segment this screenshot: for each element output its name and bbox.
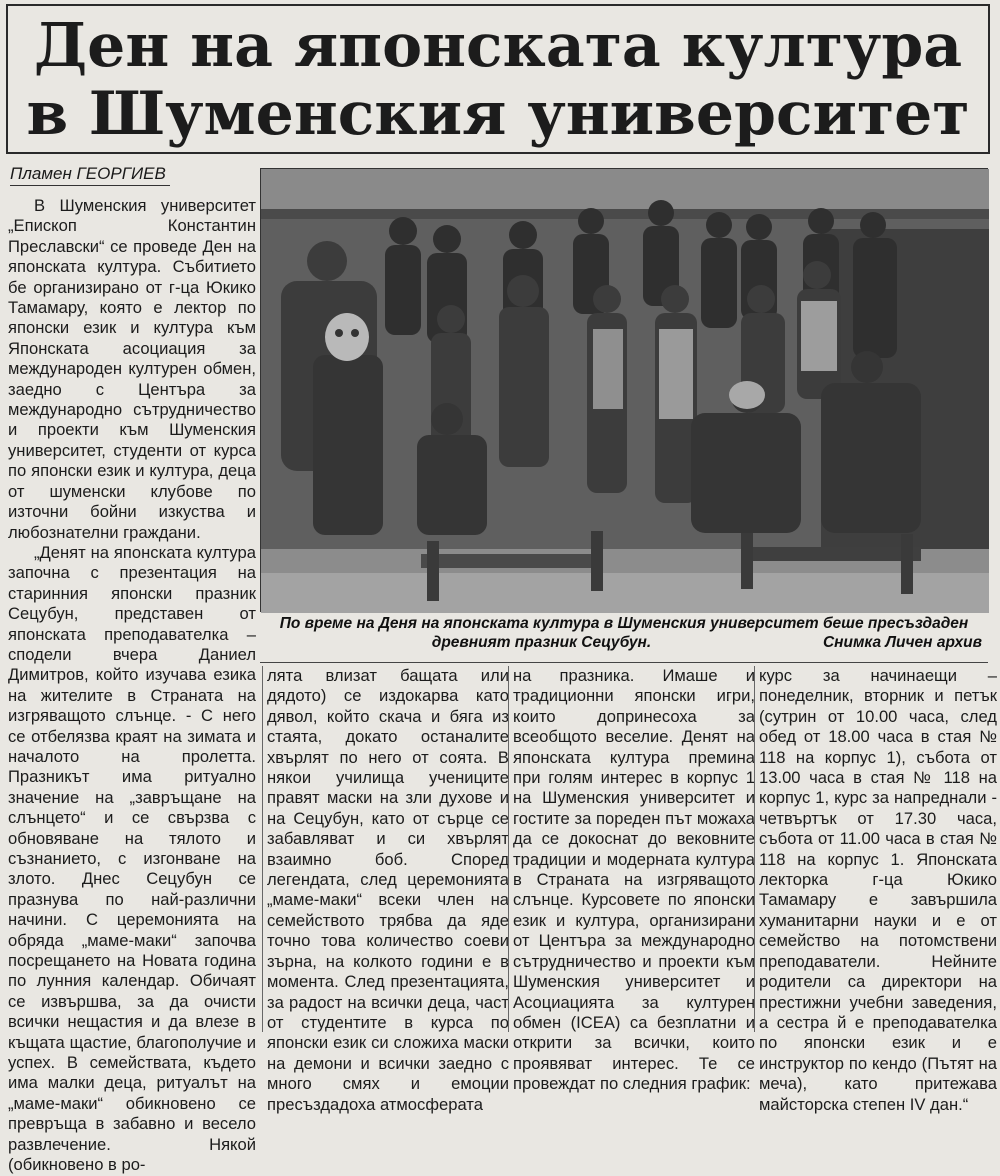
headline — [8, 12, 988, 148]
headline-line-2: в Шуменския университет — [26, 79, 970, 149]
byline: Пламен ГЕОРГИЕВ — [10, 164, 170, 186]
article-paragraph: курс за начинаещи – понеделник, вторник и петък (сутрин от 10.00 часа, след обед от 18.00 часа в стая № 118 на корпус 1), събота от 13.00 часа в стая № 118 на корпус 1, курс за напреднали - четвъртък от 17.30 часа, събота от 11.00 часа в стая № 118 на корпус 1. Японската лекторка г-ца Юкико Тамамару е завършила хуманитарни науки и е от семейство на потомствени преподаватели. Нейните родители са директори на престижни учебни заведения, а сестра й е преподавателка по японски език и е инструктор по кендо (Пътят на меча), като притежава майсторска степен IV дан.“ — [759, 666, 997, 1114]
article-paragraph: „Денят на японската култура започна с презентация на старинния японски празник Сецубун, представен от японската преподавателка – сподели вчера Даниел Димитров, който изучава езика на жителите в Страната на изгряващото слънце. - С него се отбелязва краят на зимата и началото на пролетта. Празникът има ритуално значение на „завръщане на слънцето“ и се свързва с обновяване на тялото и съзнанието, с изгонване на злото. Днес Сецубун се празнува по най-различни начини. С церемонията на обряда „маме-маки“ започва посрещането на Новата година по лунния календар. Обичаят се извършва, за да очисти всички нещастия и да влезе в къщата щастие, благополучие и успех. В семействата, където има малки деца, ритуалът на „маме-маки“ обикновено се превръща в забавно и весело развлечение. Някой (обикновено в ро- — [8, 542, 256, 1175]
article-paragraph: на празника. Имаше и традиционни японски игри, които допринесоха за всеобщото веселие. Денят на японската култура премина при голям интерес в корпус 1 на Шуменския университет и гостите за пореден път можаха да се докоснат до вековните традиции и модерната култура в Страната на изгряващото слънце. Курсовете по японски език и култура, организирани от Центъра за международно сътрудничество и проекти към Шуменския университет и Асоциацията за културен обмен (ICEA) са безплатни и открити за всички, които проявяват интерес. Те се провеждат по следния график: — [513, 666, 755, 1094]
article-column-2 — [262, 666, 509, 1114]
article-column-1 — [8, 196, 256, 1175]
group-photo — [260, 168, 988, 612]
group-photo-illustration — [261, 169, 989, 613]
article-column-3 — [508, 666, 755, 1094]
caption-text: По време на Деня на японската култура в Шуменския университет беше пресъздаден древният празник Сецубун. — [279, 615, 969, 651]
photo-caption — [260, 614, 988, 663]
article-paragraph: лята влизат бащата или дядото) се издокарва като дявол, който скача и бяга из стаята, докато останалите хвърлят по него от соята. В някои училища учениците правят маски на зли духове и на Сецубун, като от сърце се забавляват и си хвърлят взаимно боб. Според легендата, след церемонията „маме-маки“ всеки член на семейството трябва да яде точно това количество соеви зърна, на колкото години е в момента. След презентацията, за радост на всички деца, част от студентите в курса по японски език си сложиха маски на демони и всички заедно с много смях и емоции пресъздадоха атмосферата — [267, 666, 509, 1114]
headline-box — [6, 4, 990, 154]
photo-credit: Снимка Личен архив — [822, 634, 982, 651]
headline-line-1: Ден на японската култура — [33, 11, 963, 81]
article-column-4 — [754, 666, 997, 1114]
article-paragraph: В Шуменския университет „Епископ Константин Преславски“ се проведе Ден на японската култура. Събитието бе организирано от г-ца Юкико Тамамару, която е лектор по японски език и култура към Японската асоциация за международен културен обмен, заедно с Центъра за международно сътрудничество и проекти към Шуменския университет, студенти от курса по японски език и култура, деца от шуменски клубове по източни бойни изкуства и любознателни граждани. — [8, 196, 256, 542]
